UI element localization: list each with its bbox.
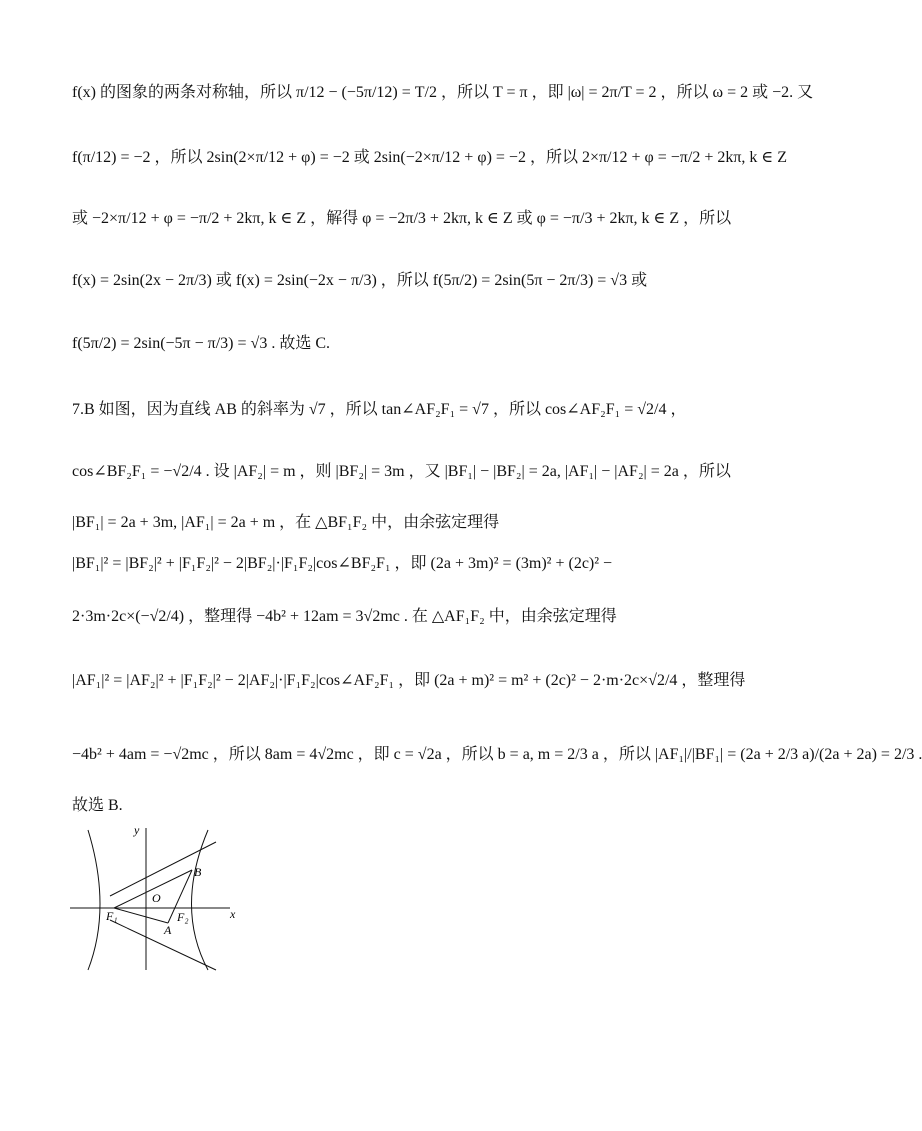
- line-3: 或 −2×π/12 + φ = −π/2 + 2kπ, k ∈ Z ，解得 φ = −2π/3 + 2kπ, k ∈ Z 或 φ = −π/3 + 2kπ, k ∈ Z ，所以: [72, 210, 732, 227]
- hyperbola-diagram: [70, 820, 245, 975]
- line-11: |AF₁|² = |AF₂|² + |F₁F₂|² − 2|AF₂|·|F₁F₂|cos∠AF₂F₁ ，即 (2a + m)² = m² + (2c)² − 2·m·2c×√2/4 ，整理得: [72, 672, 746, 689]
- segment-F1A: [114, 908, 168, 923]
- y-axis-label: y: [134, 823, 140, 837]
- line-8: |BF₁| = 2a + 3m, |AF₁| = 2a + m ，在 △BF₁F₂ 中，由余弦定理得: [72, 514, 500, 531]
- origin-label: O: [152, 891, 161, 905]
- left-hyperbola-branch: [88, 830, 100, 970]
- point-F1-label: F₁: [106, 909, 118, 923]
- point-B-label: B: [194, 865, 202, 879]
- line-7: cos∠BF₂F₁ = −√2/4 . 设 |AF₂| = m ，则 |BF₂| = 3m ，又 |BF₁| − |BF₂| = 2a, |AF₁| − |AF₂| = 2a ，所以: [72, 463, 731, 480]
- line-1: f(x) 的图象的两条对称轴，所以 π/12 − (−5π/12) = T/2 ，所以 T = π ，即 |ω| = 2π/T = 2 ，所以 ω = 2 或 −2. 又: [72, 84, 814, 101]
- line-12: −4b² + 4am = −√2mc ，所以 8am = 4√2mc ，即 c = √2a ，所以 b = a, m = 2/3 a ，所以 |AF₁|/|BF₁| = (2a + 2/3 a)/(2a + 2a) = 2/3 .: [72, 746, 922, 763]
- point-A-label: A: [164, 923, 172, 937]
- hyperbola-figure: [70, 820, 245, 975]
- line-2: f(π/12) = −2 ，所以 2sin(2×π/12 + φ) = −2 或 2sin(−2×π/12 + φ) = −2 ，所以 2×π/12 + φ = −π/2 + 2kπ, k ∈ Z: [72, 149, 788, 166]
- line-9: |BF₁|² = |BF₂|² + |F₁F₂|² − 2|BF₂|·|F₁F₂|cos∠BF₂F₁ ，即 (2a + 3m)² = (3m)² + (2c)² −: [72, 555, 613, 572]
- point-F2-label: F₂: [177, 910, 189, 924]
- line-13: 故选 B.: [72, 797, 123, 814]
- right-hyperbola-branch: [192, 830, 209, 970]
- line-10: 2·3m·2c×(−√2/4) ，整理得 −4b² + 12am = 3√2mc . 在 △AF₁F₂ 中，由余弦定理得: [72, 608, 617, 625]
- asymptote-2: [110, 920, 216, 970]
- x-axis-label: x: [230, 907, 236, 921]
- line-4: f(x) = 2sin(2x − 2π/3) 或 f(x) = 2sin(−2x − π/3) ，所以 f(5π/2) = 2sin(5π − 2π/3) = √3 或: [72, 272, 648, 289]
- line-6: 7.B 如图，因为直线 AB 的斜率为 √7 ，所以 tan∠AF₂F₁ = √7 ，所以 cos∠AF₂F₁ = √2/4 ，: [72, 401, 687, 418]
- line-5: f(5π/2) = 2sin(−5π − π/3) = √3 . 故选 C.: [72, 335, 330, 352]
